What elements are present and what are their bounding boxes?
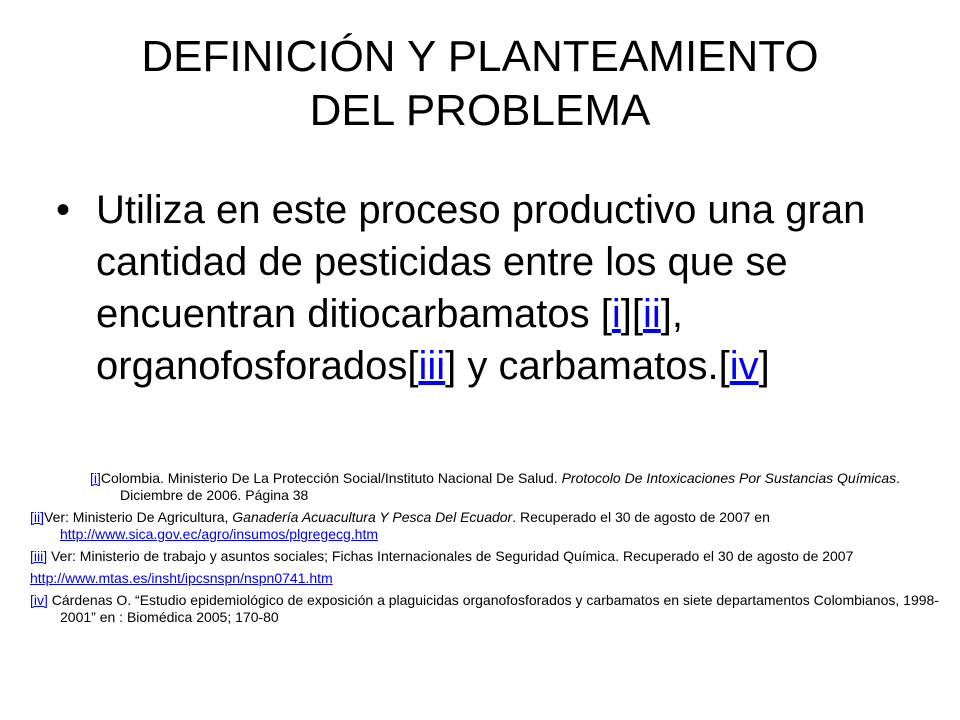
bracket-close: ] (445, 344, 457, 388)
reference-link-iii[interactable]: iii (418, 344, 446, 388)
bracket-close: ] (758, 344, 770, 388)
bracket-open: [ (718, 344, 730, 388)
footnote-italic-title: Protocolo De Intoxicaciones Por Sustancias Químicas (561, 470, 897, 486)
footnote-ref-iii[interactable]: [iii] (30, 548, 48, 564)
footnote-tail: . Diciembre de 2006. Página 38 (120, 470, 901, 503)
footnote-iv (30, 592, 950, 626)
bullet-text-organofosforados: , organofosforados (96, 292, 684, 388)
slide-title (48, 30, 912, 138)
bullet-mark: • (56, 188, 71, 232)
footnote-tail: . Recuperado el 30 de agosto de 2007 en (512, 509, 770, 525)
footnote-iii (30, 548, 950, 565)
footnote-text: Cárdenas O. “Estudio epidemiológico de exposición a plaguicidas organofosforados y carbamatos en siete departamentos Colombianos, 1998-2001” en : Biomédica 2005; 170-80 (47, 592, 939, 625)
bullet-item (56, 184, 926, 392)
bullet-text-carbamatos: y carbamatos. (456, 344, 719, 388)
footnote-i (30, 470, 950, 504)
footnote-text: Ver: Ministerio de trabajo y asuntos sociales; Fichas Internacionales de Seguridad Química. Recuperado el 30 de agosto de 2007 (47, 548, 854, 564)
reference-link-ii[interactable]: ii (643, 292, 661, 336)
bullet-list (56, 184, 926, 392)
footnote-italic-title: Ganadería Acuacultura Y Pesca Del Ecuador (232, 509, 513, 525)
bracket-open: [ (600, 292, 612, 336)
bracket-close: ] (660, 292, 672, 336)
footnote-ref-i[interactable]: [i] (90, 470, 101, 486)
footnotes (30, 470, 950, 631)
bracket-open: [ (407, 344, 419, 388)
footnote-url-mtas[interactable]: http://www.mtas.es/insht/ipcsnspn/nspn0741.htm (30, 570, 333, 586)
bracket-open: [ (631, 292, 644, 336)
footnote-text: Colombia. Ministerio De La Protección Social/Instituto Nacional De Salud. (100, 470, 562, 486)
title-line-2: DEL PROBLEMA (309, 86, 651, 135)
bracket-close: ] (620, 292, 632, 336)
footnote-ref-ii[interactable]: [ii] (30, 509, 44, 525)
footnote-url-sica[interactable]: http://www.sica.gov.ec/agro/insumos/plgregecg.htm (60, 526, 379, 542)
footnote-ref-iv[interactable]: [iv] (30, 592, 48, 608)
title-line-1: DEFINICIÓN Y PLANTEAMIENTO (141, 32, 819, 81)
reference-link-iv[interactable]: iv (729, 344, 759, 388)
footnote-url-line (30, 570, 950, 587)
footnote-text: Ver: Ministerio De Agricultura, (44, 509, 233, 525)
footnote-ii (30, 509, 950, 543)
reference-link-i[interactable]: i (611, 292, 621, 336)
bullet-text: Utiliza en este proceso productivo una gran cantidad de pesticidas entre los que se encuentran ditiocarbamatos (96, 188, 866, 336)
